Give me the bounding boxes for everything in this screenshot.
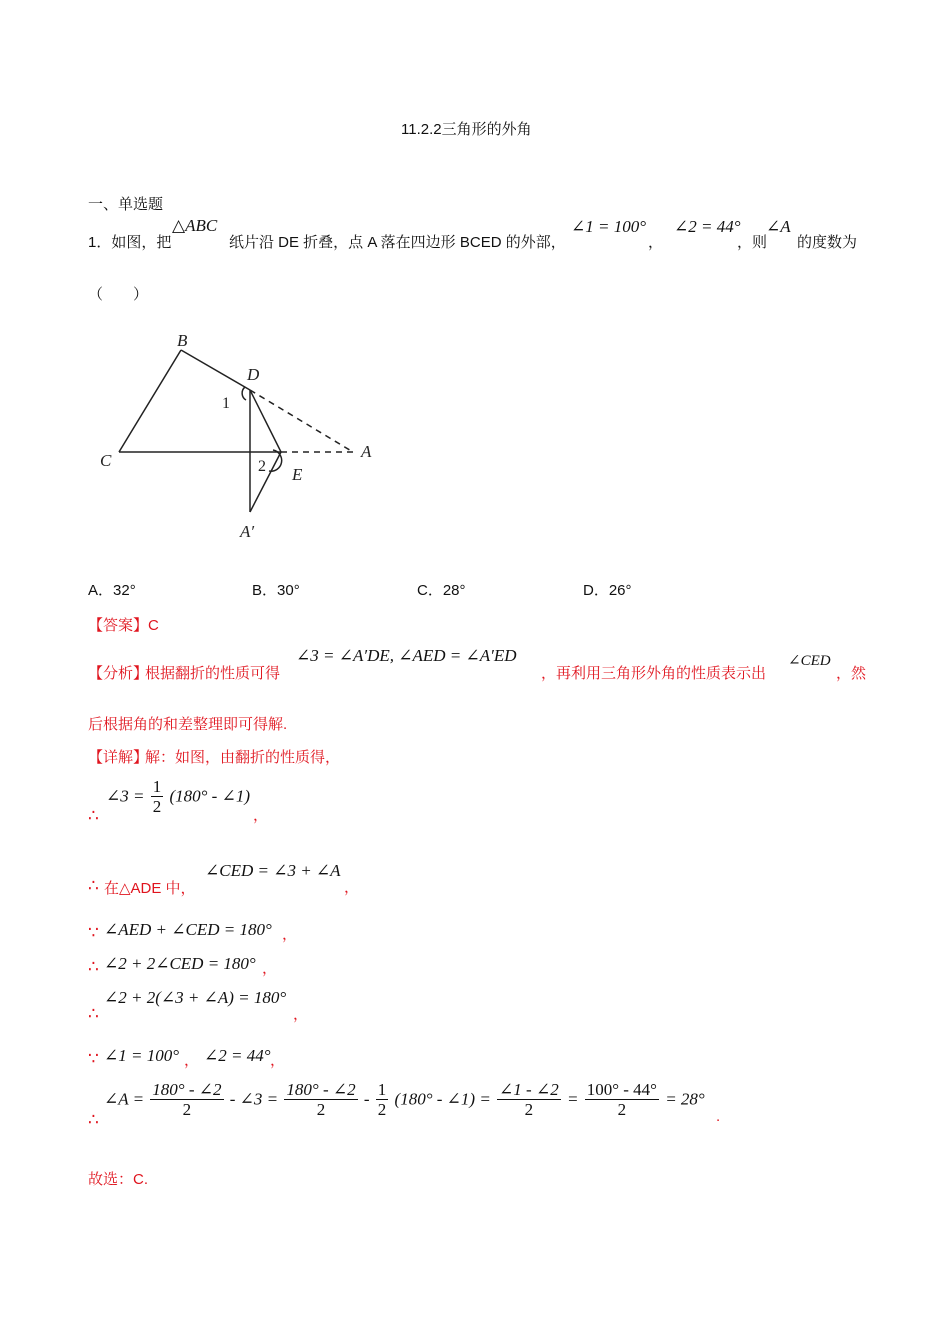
step6-angle2: ∠2 = 44° (204, 1046, 271, 1065)
step3-end: ， (282, 926, 298, 943)
step4-end: ， (262, 960, 278, 977)
detail-tag: 【详解】 (88, 749, 149, 766)
because-2: ∵ (88, 1049, 99, 1068)
label-angle-1: 1 (222, 395, 230, 412)
step6-angle1: ∠1 = 100° (104, 1046, 180, 1065)
question-comma: ， (648, 234, 664, 251)
analysis-math2: ∠CED (788, 653, 831, 669)
step5-end: ， (293, 1006, 309, 1023)
therefore-3: ∴ (88, 957, 99, 976)
analysis-math1: ∠3 = ∠A′DE, ∠AED = ∠A′ED (296, 646, 517, 665)
final-formula: ∠A = $\frac{180^\circ - \angle 2}{2}$ - ∠3 = $\frac{180^\circ - \angle 2}{2}$ - $\frac{1}{2}$ (180° - ∠1) = $\frac{\angle 1 - \angle 2}{2}$ = $\frac{100^\circ - 44^\circ}{2}$ = 28° (104, 1080, 705, 1119)
label-e: E (292, 465, 303, 484)
therefore-5: ∴ (88, 1110, 99, 1129)
step4-formula: ∠2 + 2∠CED = 180° (104, 954, 256, 973)
detail-text: 解：如图，由翻折的性质得， (145, 749, 341, 766)
therefore-2: ∴ (88, 876, 99, 895)
option-d: D．26° (583, 582, 632, 599)
label-b: B (177, 331, 188, 350)
segment-bd (181, 350, 250, 390)
angle2-given: ∠2 = 44° (674, 217, 741, 236)
final-end: . (716, 1108, 721, 1125)
segment-de (250, 390, 281, 452)
segment-bc (119, 350, 181, 452)
label-a: A (361, 442, 372, 461)
analysis-line2: 后根据角的和差整理即可得解. (88, 716, 288, 733)
option-b: B．30° (252, 582, 300, 599)
step6-sep: ， (184, 1052, 200, 1069)
step3-formula: ∠AED + ∠CED = 180° (104, 920, 272, 939)
label-c: C (100, 451, 112, 470)
question-mid2: ，则 (737, 234, 768, 251)
option-a: A．32° (88, 582, 136, 599)
question-mid1: 纸片沿 DE 折叠，点 A 落在四边形 BCED 的外部， (229, 234, 566, 251)
label-d: D (247, 365, 260, 384)
step1-end: ， (253, 807, 269, 824)
because-1: ∵ (88, 923, 99, 942)
angle-2-arc (269, 450, 282, 471)
analysis-text2: ，再利用三角形外角的性质表示出 (541, 665, 767, 682)
folding-figure (95, 325, 385, 550)
step2-formula: ∠CED = ∠3 + ∠A (205, 861, 341, 880)
question-end: 的度数为 (797, 234, 858, 251)
page-title: 11.2.2三角形的外角 (401, 121, 532, 138)
label-angle-2: 2 (258, 458, 266, 475)
step5-formula: ∠2 + 2(∠3 + ∠A) = 180° (104, 988, 287, 1007)
angle-1-arc (242, 387, 246, 400)
option-c: C．28° (417, 582, 466, 599)
angle-a-ask: ∠A (766, 217, 791, 236)
label-a-prime: A′ (240, 522, 255, 541)
section-heading: 一、单选题 (88, 196, 164, 213)
conclusion: 故选：C. (88, 1171, 149, 1188)
analysis-tag: 【分析】 (88, 665, 149, 682)
step2-text: 在△ADE 中， (104, 880, 196, 897)
answer: 【答案】C (88, 617, 159, 634)
therefore-1: ∴ (88, 806, 99, 825)
angle1-given: ∠1 = 100° (571, 217, 647, 236)
step6-end: ， (270, 1052, 286, 1069)
answer-paren: （ ） (88, 286, 149, 303)
triangle-abc: △ABC (172, 216, 218, 235)
step2-end: ， (344, 879, 360, 896)
analysis-text1: 根据翻折的性质可得 (145, 665, 281, 682)
analysis-text3: ，然 (836, 665, 867, 682)
step1-formula: ∠3 = $\frac{1}{2}$ (180° - ∠1) (106, 777, 250, 816)
therefore-4: ∴ (88, 1004, 99, 1023)
question-prefix: 1．如图，把 (88, 234, 172, 251)
